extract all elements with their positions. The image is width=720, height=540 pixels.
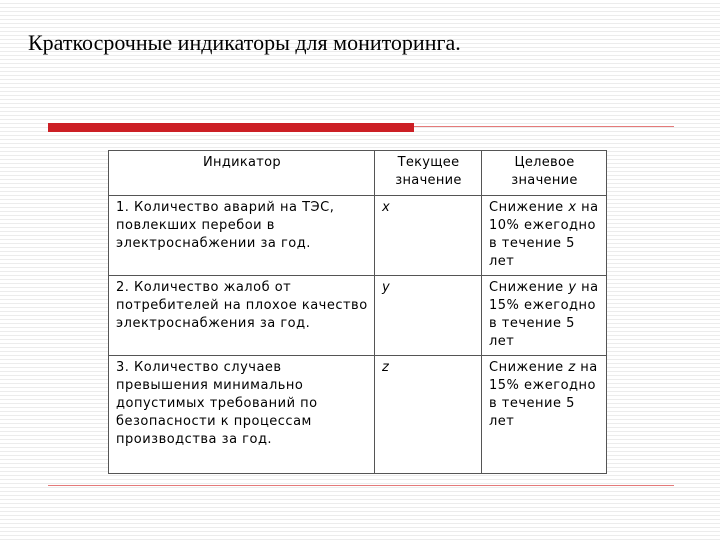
target-variable: x (568, 200, 577, 215)
table-row (109, 356, 607, 474)
header-indicator: Индикатор (109, 151, 375, 196)
indicator-cell: 1. Количество аварий на ТЭС, повлекших перебои в электроснабжении за год. (109, 196, 375, 276)
target-suffix: на 15% ежегодно в течение 5 лет (489, 360, 598, 429)
current-value-cell: y (375, 276, 482, 356)
indicator-cell: 3. Количество случаев превышения минимально допустимых требований по безопасности к процессам производства за год. (109, 356, 375, 474)
divider-line-top (414, 126, 674, 127)
target-suffix: на 10% ежегодно в течение 5 лет (489, 200, 599, 269)
target-variable: y (568, 280, 577, 295)
indicators-table (108, 150, 607, 474)
target-value-cell (482, 276, 607, 356)
current-value-cell: x (375, 196, 482, 276)
target-value-cell (482, 356, 607, 474)
slide-title: Краткосрочные индикаторы для мониторинга. (28, 30, 461, 55)
target-prefix: Снижение (489, 280, 569, 295)
divider-line-bottom (48, 485, 674, 486)
target-value-cell (482, 196, 607, 276)
header-current-value: Текущее значение (375, 151, 482, 196)
target-prefix: Снижение (489, 360, 569, 375)
indicator-cell: 2. Количество жалоб от потребителей на плохое качество электроснабжения за год. (109, 276, 375, 356)
table-row (109, 276, 607, 356)
current-value-cell: z (375, 356, 482, 474)
accent-bar (48, 123, 414, 132)
table-row (109, 196, 607, 276)
table-header-row (109, 151, 607, 196)
target-prefix: Снижение (489, 200, 569, 215)
target-variable: z (568, 360, 576, 375)
target-suffix: на 15% ежегодно в течение 5 лет (489, 280, 599, 349)
header-target-value: Целевое значение (482, 151, 607, 196)
